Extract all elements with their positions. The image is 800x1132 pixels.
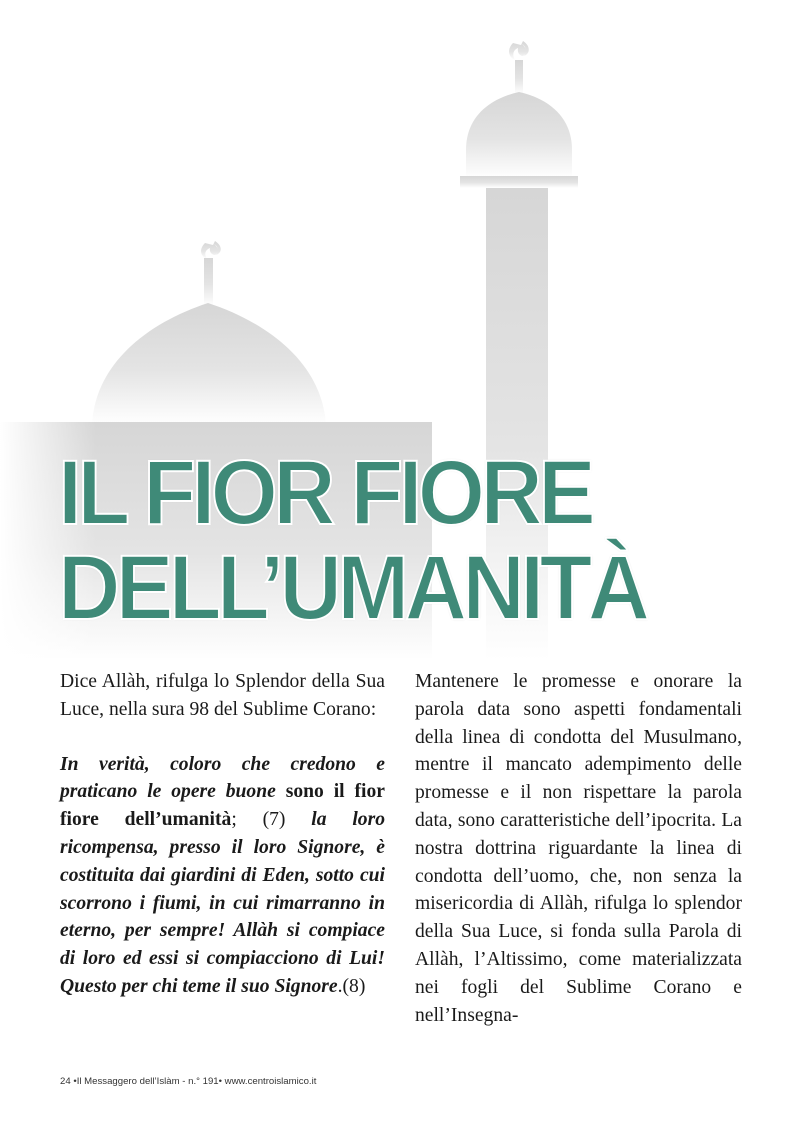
title-line-1: IL FIOR FIORE bbox=[58, 442, 592, 544]
verse-part-1: In verità, coloro che credono e praticano le opere buone bbox=[60, 753, 385, 803]
verse-part-2: sono il fior fiore dell’umanità bbox=[60, 781, 385, 831]
quran-verse-paragraph bbox=[60, 751, 385, 1001]
article-column-right bbox=[415, 668, 742, 1029]
verse-part-5: .(8) bbox=[337, 975, 366, 997]
body-paragraph: Mantenere le promesse e onorare la parola data sono aspetti fondamentali della linea di condotta del Musulmano, mentre il mancato adempimento delle promesse e il non rispettare la parola data, sono caratteristiche dell’ipocrita. La nostra dottrina riguardante la linea di condotta dell’uomo, che, non senza la misericordia di Allàh, rifulga lo splendor della Sua Luce, si fonda sulla Parola di Allàh, l’Altissimo, come materializzata nei fogli del Sublime Corano e nell’Insegna- bbox=[415, 671, 742, 1026]
verse-part-3: ; (7) bbox=[231, 809, 312, 831]
article-column-left bbox=[60, 668, 385, 1001]
title-line-2: DELL’UMANITÀ bbox=[58, 537, 646, 639]
page-footer: 24 •Il Messaggero dell’Islàm - n.° 191• www.centroislamico.it bbox=[60, 1076, 317, 1087]
verse-part-4: la loro ricompensa, presso il loro Signore, è costituita dai giardini di Eden, sotto cui scorrono i fiumi, in cui rimarranno in eterno, per sempre! Allàh si compiace di loro ed essi si compiacciono di Lui! Questo per chi teme il suo Signore bbox=[60, 809, 386, 997]
intro-paragraph: Dice Allàh, rifulga lo Splendor della Sua Luce, nella sura 98 del Sublime Corano: bbox=[60, 671, 385, 720]
